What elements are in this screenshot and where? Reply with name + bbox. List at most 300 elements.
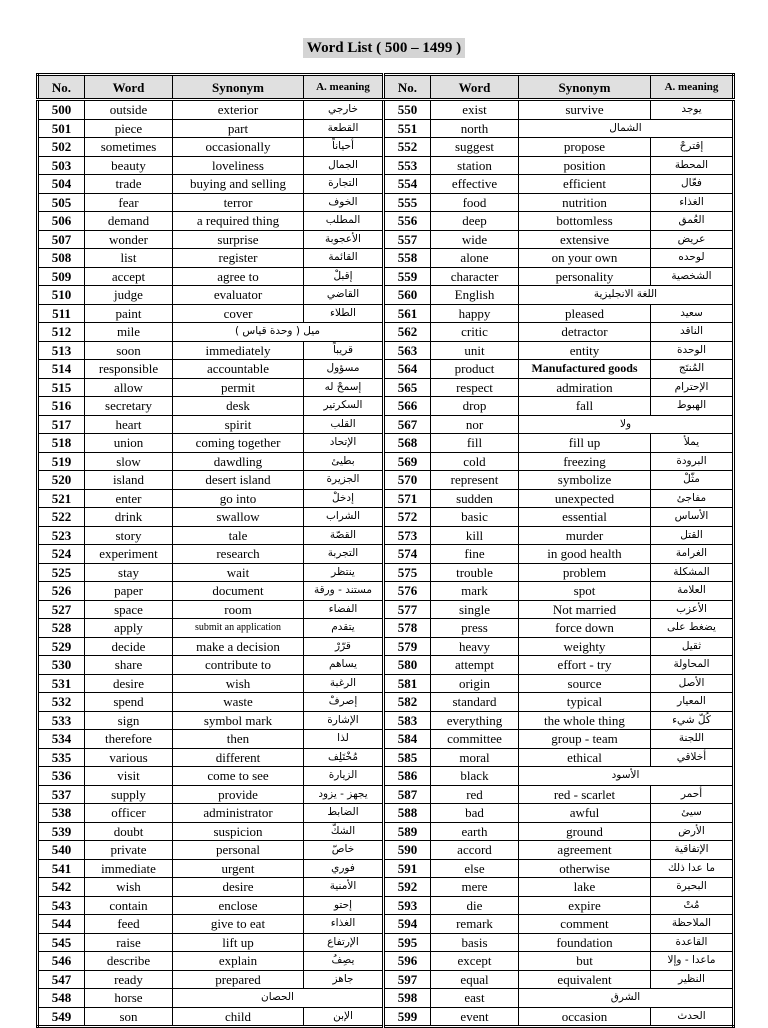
entry-synonym: but xyxy=(519,952,651,971)
table-row xyxy=(38,859,734,878)
entry-synonym: part xyxy=(173,119,304,138)
table-row xyxy=(38,545,734,564)
entry-number: 529 xyxy=(38,637,85,656)
entry-arabic-meaning: يساهم xyxy=(304,656,384,675)
entry-synonym: survive xyxy=(519,100,651,120)
entry-word: demand xyxy=(85,212,173,231)
entry-synonym: waste xyxy=(173,693,304,712)
entry-arabic-meaning: مفاجئ xyxy=(651,489,734,508)
entry-number: 565 xyxy=(384,378,431,397)
entry-arabic-meaning: سيئ xyxy=(651,804,734,823)
entry-number: 568 xyxy=(384,434,431,453)
table-row xyxy=(38,230,734,249)
entry-word: paint xyxy=(85,304,173,323)
table-row xyxy=(38,397,734,416)
entry-word: judge xyxy=(85,286,173,305)
table-row xyxy=(38,452,734,471)
entry-arabic-meaning: جاهز xyxy=(304,970,384,989)
entry-number: 563 xyxy=(384,341,431,360)
entry-arabic-meaning: العلامة xyxy=(651,582,734,601)
entry-number: 502 xyxy=(38,138,85,157)
entry-number: 504 xyxy=(38,175,85,194)
entry-word: fill xyxy=(431,434,519,453)
entry-word: heavy xyxy=(431,637,519,656)
entry-word: represent xyxy=(431,471,519,490)
entry-arabic-meaning: الإتفاقية xyxy=(651,841,734,860)
entry-word: cold xyxy=(431,452,519,471)
entry-arabic-meaning: السكرتير xyxy=(304,397,384,416)
entry-word: visit xyxy=(85,767,173,786)
entry-word: desire xyxy=(85,674,173,693)
table-row xyxy=(38,156,734,175)
entry-arabic-meaning: الإرتفاع xyxy=(304,933,384,952)
entry-arabic-meaning: قريباً xyxy=(304,341,384,360)
entry-synonym: permit xyxy=(173,378,304,397)
header-word: Word xyxy=(85,75,173,100)
entry-synonym: equivalent xyxy=(519,970,651,989)
entry-number: 503 xyxy=(38,156,85,175)
entry-word: feed xyxy=(85,915,173,934)
entry-synonym: come to see xyxy=(173,767,304,786)
entry-arabic-meaning: الغذاء xyxy=(304,915,384,934)
entry-number: 559 xyxy=(384,267,431,286)
entry-synonym: Manufactured goods xyxy=(519,360,651,379)
entry-word: mark xyxy=(431,582,519,601)
table-row xyxy=(38,952,734,971)
entry-word: suggest xyxy=(431,138,519,157)
entry-synonym: fill up xyxy=(519,434,651,453)
entry-arabic-meaning-merged: الشرق xyxy=(519,989,734,1008)
entry-synonym: loveliness xyxy=(173,156,304,175)
entry-arabic-meaning: إحتو xyxy=(304,896,384,915)
entry-synonym: effort - try xyxy=(519,656,651,675)
entry-word: sign xyxy=(85,711,173,730)
entry-synonym: symbolize xyxy=(519,471,651,490)
entry-arabic-meaning: أحياناً xyxy=(304,138,384,157)
entry-arabic-meaning: القاضي xyxy=(304,286,384,305)
word-list-table xyxy=(36,73,735,1028)
entry-arabic-meaning: القلب xyxy=(304,415,384,434)
entry-synonym: weighty xyxy=(519,637,651,656)
entry-word: son xyxy=(85,1007,173,1027)
entry-number: 524 xyxy=(38,545,85,564)
entry-word: drink xyxy=(85,508,173,527)
table-row xyxy=(38,304,734,323)
entry-number: 530 xyxy=(38,656,85,675)
entry-arabic-meaning: التجربة xyxy=(304,545,384,564)
header-arabic-meaning: A. meaning xyxy=(304,75,384,100)
entry-word: effective xyxy=(431,175,519,194)
entry-arabic-meaning: الأساس xyxy=(651,508,734,527)
entry-word: east xyxy=(431,989,519,1008)
entry-synonym: group - team xyxy=(519,730,651,749)
table-row xyxy=(38,193,734,212)
entry-synonym: child xyxy=(173,1007,304,1027)
entry-word: alone xyxy=(431,249,519,268)
table-row xyxy=(38,119,734,138)
entry-synonym: personal xyxy=(173,841,304,860)
entry-arabic-meaning: ما عدا ذلك xyxy=(651,859,734,878)
table-row xyxy=(38,674,734,693)
entry-arabic-meaning: المحاولة xyxy=(651,656,734,675)
entry-number: 533 xyxy=(38,711,85,730)
entry-synonym: source xyxy=(519,674,651,693)
entry-arabic-meaning: أخلاقي xyxy=(651,748,734,767)
entry-number: 596 xyxy=(384,952,431,971)
entry-number: 552 xyxy=(384,138,431,157)
entry-number: 564 xyxy=(384,360,431,379)
entry-synonym: admiration xyxy=(519,378,651,397)
entry-number: 550 xyxy=(384,100,431,120)
entry-word: piece xyxy=(85,119,173,138)
entry-arabic-meaning: القطعة xyxy=(304,119,384,138)
entry-synonym: make a decision xyxy=(173,637,304,656)
entry-synonym: freezing xyxy=(519,452,651,471)
entry-word: spend xyxy=(85,693,173,712)
header-no: No. xyxy=(384,75,431,100)
entry-word: story xyxy=(85,526,173,545)
entry-word: secretary xyxy=(85,397,173,416)
entry-number: 571 xyxy=(384,489,431,508)
entry-number: 553 xyxy=(384,156,431,175)
entry-arabic-meaning: التجارة xyxy=(304,175,384,194)
entry-synonym: then xyxy=(173,730,304,749)
table-row xyxy=(38,582,734,601)
header-word: Word xyxy=(431,75,519,100)
entry-number: 534 xyxy=(38,730,85,749)
entry-word: committee xyxy=(431,730,519,749)
entry-word: sudden xyxy=(431,489,519,508)
entry-arabic-meaning: البرودة xyxy=(651,452,734,471)
entry-arabic-meaning: البحيرة xyxy=(651,878,734,897)
entry-synonym: bottomless xyxy=(519,212,651,231)
entry-arabic-meaning: قرّرْ xyxy=(304,637,384,656)
entry-arabic-meaning: يضغط على xyxy=(651,619,734,638)
entry-arabic-meaning-merged: الشمال xyxy=(519,119,734,138)
entry-number: 573 xyxy=(384,526,431,545)
entry-word: earth xyxy=(431,822,519,841)
header-synonym: Synonym xyxy=(519,75,651,100)
entry-number: 506 xyxy=(38,212,85,231)
entry-number: 583 xyxy=(384,711,431,730)
entry-arabic-meaning: المطلب xyxy=(304,212,384,231)
entry-synonym: surprise xyxy=(173,230,304,249)
entry-number: 560 xyxy=(384,286,431,305)
title-wrapper xyxy=(0,38,768,58)
entry-synonym: different xyxy=(173,748,304,767)
entry-word: ready xyxy=(85,970,173,989)
entry-word: north xyxy=(431,119,519,138)
entry-arabic-meaning: الضابط xyxy=(304,804,384,823)
entry-number: 549 xyxy=(38,1007,85,1027)
entry-synonym: unexpected xyxy=(519,489,651,508)
entry-synonym: ground xyxy=(519,822,651,841)
entry-word: character xyxy=(431,267,519,286)
entry-synonym: comment xyxy=(519,915,651,934)
table-row xyxy=(38,138,734,157)
entry-word: moral xyxy=(431,748,519,767)
entry-synonym: urgent xyxy=(173,859,304,878)
table-row xyxy=(38,730,734,749)
entry-number: 556 xyxy=(384,212,431,231)
table-row xyxy=(38,656,734,675)
entry-synonym: detractor xyxy=(519,323,651,342)
entry-arabic-meaning: ماعدا - وإلا xyxy=(651,952,734,971)
table-row xyxy=(38,249,734,268)
entry-number: 562 xyxy=(384,323,431,342)
entry-synonym: in good health xyxy=(519,545,651,564)
header-no: No. xyxy=(38,75,85,100)
table-row xyxy=(38,563,734,582)
entry-synonym: buying and selling xyxy=(173,175,304,194)
entry-synonym: lake xyxy=(519,878,651,897)
entry-synonym: ethical xyxy=(519,748,651,767)
entry-number: 513 xyxy=(38,341,85,360)
entry-arabic-meaning: كُلّ شيء xyxy=(651,711,734,730)
entry-arabic-meaning: الجزيرة xyxy=(304,471,384,490)
entry-number: 572 xyxy=(384,508,431,527)
entry-arabic-meaning: العُمق xyxy=(651,212,734,231)
entry-arabic-meaning-merged: اللغة الانجليزية xyxy=(519,286,734,305)
entry-word: various xyxy=(85,748,173,767)
entry-synonym: expire xyxy=(519,896,651,915)
table-row xyxy=(38,286,734,305)
entry-synonym: prepared xyxy=(173,970,304,989)
entry-number: 561 xyxy=(384,304,431,323)
entry-arabic-meaning: الرغبة xyxy=(304,674,384,693)
entry-arabic-meaning: الملاحظة xyxy=(651,915,734,934)
entry-word: immediate xyxy=(85,859,173,878)
entry-synonym: suspicion xyxy=(173,822,304,841)
entry-word: except xyxy=(431,952,519,971)
entry-word: space xyxy=(85,600,173,619)
entry-word: else xyxy=(431,859,519,878)
entry-word: everything xyxy=(431,711,519,730)
table-row xyxy=(38,323,734,342)
entry-arabic-meaning: ينتظر xyxy=(304,563,384,582)
table-row xyxy=(38,878,734,897)
table-row xyxy=(38,804,734,823)
entry-synonym: otherwise xyxy=(519,859,651,878)
entry-number: 584 xyxy=(384,730,431,749)
entry-word: paper xyxy=(85,582,173,601)
entry-word: list xyxy=(85,249,173,268)
entry-arabic-meaning: الأعزب xyxy=(651,600,734,619)
entry-number: 580 xyxy=(384,656,431,675)
entry-word: exist xyxy=(431,100,519,120)
entry-number: 539 xyxy=(38,822,85,841)
entry-word: officer xyxy=(85,804,173,823)
entry-arabic-meaning: مُتْ xyxy=(651,896,734,915)
entry-number: 505 xyxy=(38,193,85,212)
entry-word: outside xyxy=(85,100,173,120)
entry-word: wide xyxy=(431,230,519,249)
entry-arabic-meaning: الأصل xyxy=(651,674,734,693)
entry-arabic-meaning: إقبلْ xyxy=(304,267,384,286)
entry-synonym: lift up xyxy=(173,933,304,952)
entry-arabic-meaning: الغذاء xyxy=(651,193,734,212)
entry-word: contain xyxy=(85,896,173,915)
entry-number: 577 xyxy=(384,600,431,619)
entry-number: 500 xyxy=(38,100,85,120)
entry-number: 512 xyxy=(38,323,85,342)
table-row xyxy=(38,267,734,286)
entry-arabic-meaning: لوحده xyxy=(651,249,734,268)
table-row xyxy=(38,471,734,490)
entry-word: die xyxy=(431,896,519,915)
entry-word: responsible xyxy=(85,360,173,379)
entry-word: fear xyxy=(85,193,173,212)
table-row xyxy=(38,693,734,712)
entry-synonym: submit an application xyxy=(173,619,304,638)
entry-number: 588 xyxy=(384,804,431,823)
entry-word: supply xyxy=(85,785,173,804)
entry-synonym: pleased xyxy=(519,304,651,323)
entry-synonym: position xyxy=(519,156,651,175)
entry-number: 521 xyxy=(38,489,85,508)
table-row xyxy=(38,489,734,508)
document-title: Word List ( 500 – 1499 ) xyxy=(303,38,465,58)
entry-number: 599 xyxy=(384,1007,431,1027)
entry-arabic-meaning-merged: ولا xyxy=(519,415,734,434)
entry-word: deep xyxy=(431,212,519,231)
entry-synonym: document xyxy=(173,582,304,601)
entry-number: 578 xyxy=(384,619,431,638)
entry-synonym: go into xyxy=(173,489,304,508)
entry-synonym: murder xyxy=(519,526,651,545)
entry-number: 516 xyxy=(38,397,85,416)
table-row xyxy=(38,970,734,989)
entry-word: bad xyxy=(431,804,519,823)
entry-synonym: provide xyxy=(173,785,304,804)
entry-synonym: explain xyxy=(173,952,304,971)
table-row xyxy=(38,100,734,120)
entry-number: 557 xyxy=(384,230,431,249)
entry-arabic-meaning: سعيد xyxy=(651,304,734,323)
entry-arabic-meaning: الأعجوبة xyxy=(304,230,384,249)
entry-number: 594 xyxy=(384,915,431,934)
header-synonym: Synonym xyxy=(173,75,304,100)
entry-arabic-meaning: يجهز - يزود xyxy=(304,785,384,804)
entry-synonym: immediately xyxy=(173,341,304,360)
entry-synonym: room xyxy=(173,600,304,619)
entry-arabic-meaning: مستند - ورقة xyxy=(304,582,384,601)
entry-synonym: the whole thing xyxy=(519,711,651,730)
table-row xyxy=(38,989,734,1008)
entry-synonym: foundation xyxy=(519,933,651,952)
entry-synonym: swallow xyxy=(173,508,304,527)
entry-word: red xyxy=(431,785,519,804)
entry-number: 581 xyxy=(384,674,431,693)
entry-number: 536 xyxy=(38,767,85,786)
entry-number: 575 xyxy=(384,563,431,582)
entry-arabic-meaning: خارجي xyxy=(304,100,384,120)
entry-number: 558 xyxy=(384,249,431,268)
entry-word: therefore xyxy=(85,730,173,749)
entry-synonym: extensive xyxy=(519,230,651,249)
table-header-row xyxy=(38,75,734,100)
table-row xyxy=(38,212,734,231)
entry-arabic-meaning: المشكلة xyxy=(651,563,734,582)
entry-arabic-meaning: الوحدة xyxy=(651,341,734,360)
entry-arabic-meaning: مُخْتَلِف xyxy=(304,748,384,767)
entry-number: 569 xyxy=(384,452,431,471)
entry-number: 537 xyxy=(38,785,85,804)
entry-word: enter xyxy=(85,489,173,508)
entry-synonym: desk xyxy=(173,397,304,416)
entry-word: wonder xyxy=(85,230,173,249)
entry-number: 582 xyxy=(384,693,431,712)
entry-arabic-meaning: الشراب xyxy=(304,508,384,527)
entry-number: 597 xyxy=(384,970,431,989)
entry-synonym: desert island xyxy=(173,471,304,490)
entry-word: basis xyxy=(431,933,519,952)
table-row xyxy=(38,767,734,786)
table-row xyxy=(38,637,734,656)
entry-arabic-meaning: الخوف xyxy=(304,193,384,212)
entry-number: 522 xyxy=(38,508,85,527)
entry-synonym: research xyxy=(173,545,304,564)
entry-arabic-meaning: المُنتَج xyxy=(651,360,734,379)
entry-word: basic xyxy=(431,508,519,527)
entry-word: apply xyxy=(85,619,173,638)
entry-synonym: coming together xyxy=(173,434,304,453)
entry-number: 514 xyxy=(38,360,85,379)
entry-number: 591 xyxy=(384,859,431,878)
entry-synonym: agreement xyxy=(519,841,651,860)
entry-number: 544 xyxy=(38,915,85,934)
entry-number: 532 xyxy=(38,693,85,712)
entry-number: 585 xyxy=(384,748,431,767)
entry-number: 593 xyxy=(384,896,431,915)
entry-arabic-meaning: القصّة xyxy=(304,526,384,545)
entry-number: 545 xyxy=(38,933,85,952)
entry-arabic-meaning: الشخصية xyxy=(651,267,734,286)
entry-arabic-meaning-merged: ميل ( وحدة قياس ) xyxy=(173,323,384,342)
entry-number: 527 xyxy=(38,600,85,619)
entry-number: 528 xyxy=(38,619,85,638)
entry-synonym: evaluator xyxy=(173,286,304,305)
entry-word: heart xyxy=(85,415,173,434)
entry-synonym: tale xyxy=(173,526,304,545)
entry-synonym: nutrition xyxy=(519,193,651,212)
table-row xyxy=(38,175,734,194)
entry-number: 555 xyxy=(384,193,431,212)
entry-word: station xyxy=(431,156,519,175)
entry-word: wish xyxy=(85,878,173,897)
entry-arabic-meaning: اللجنة xyxy=(651,730,734,749)
table-row xyxy=(38,341,734,360)
entry-number: 515 xyxy=(38,378,85,397)
entry-number: 546 xyxy=(38,952,85,971)
entry-synonym: on your own xyxy=(519,249,651,268)
entry-arabic-meaning: يوجد xyxy=(651,100,734,120)
table-row xyxy=(38,896,734,915)
entry-arabic-meaning: إقترحْ xyxy=(651,138,734,157)
entry-word: unit xyxy=(431,341,519,360)
entry-number: 567 xyxy=(384,415,431,434)
entry-arabic-meaning-merged: الأسود xyxy=(519,767,734,786)
entry-synonym: propose xyxy=(519,138,651,157)
table-row xyxy=(38,600,734,619)
entry-word: black xyxy=(431,767,519,786)
entry-word: drop xyxy=(431,397,519,416)
entry-number: 543 xyxy=(38,896,85,915)
entry-arabic-meaning: يصِفُ xyxy=(304,952,384,971)
entry-arabic-meaning: الأرض xyxy=(651,822,734,841)
entry-arabic-meaning: يملأ xyxy=(651,434,734,453)
entry-number: 566 xyxy=(384,397,431,416)
